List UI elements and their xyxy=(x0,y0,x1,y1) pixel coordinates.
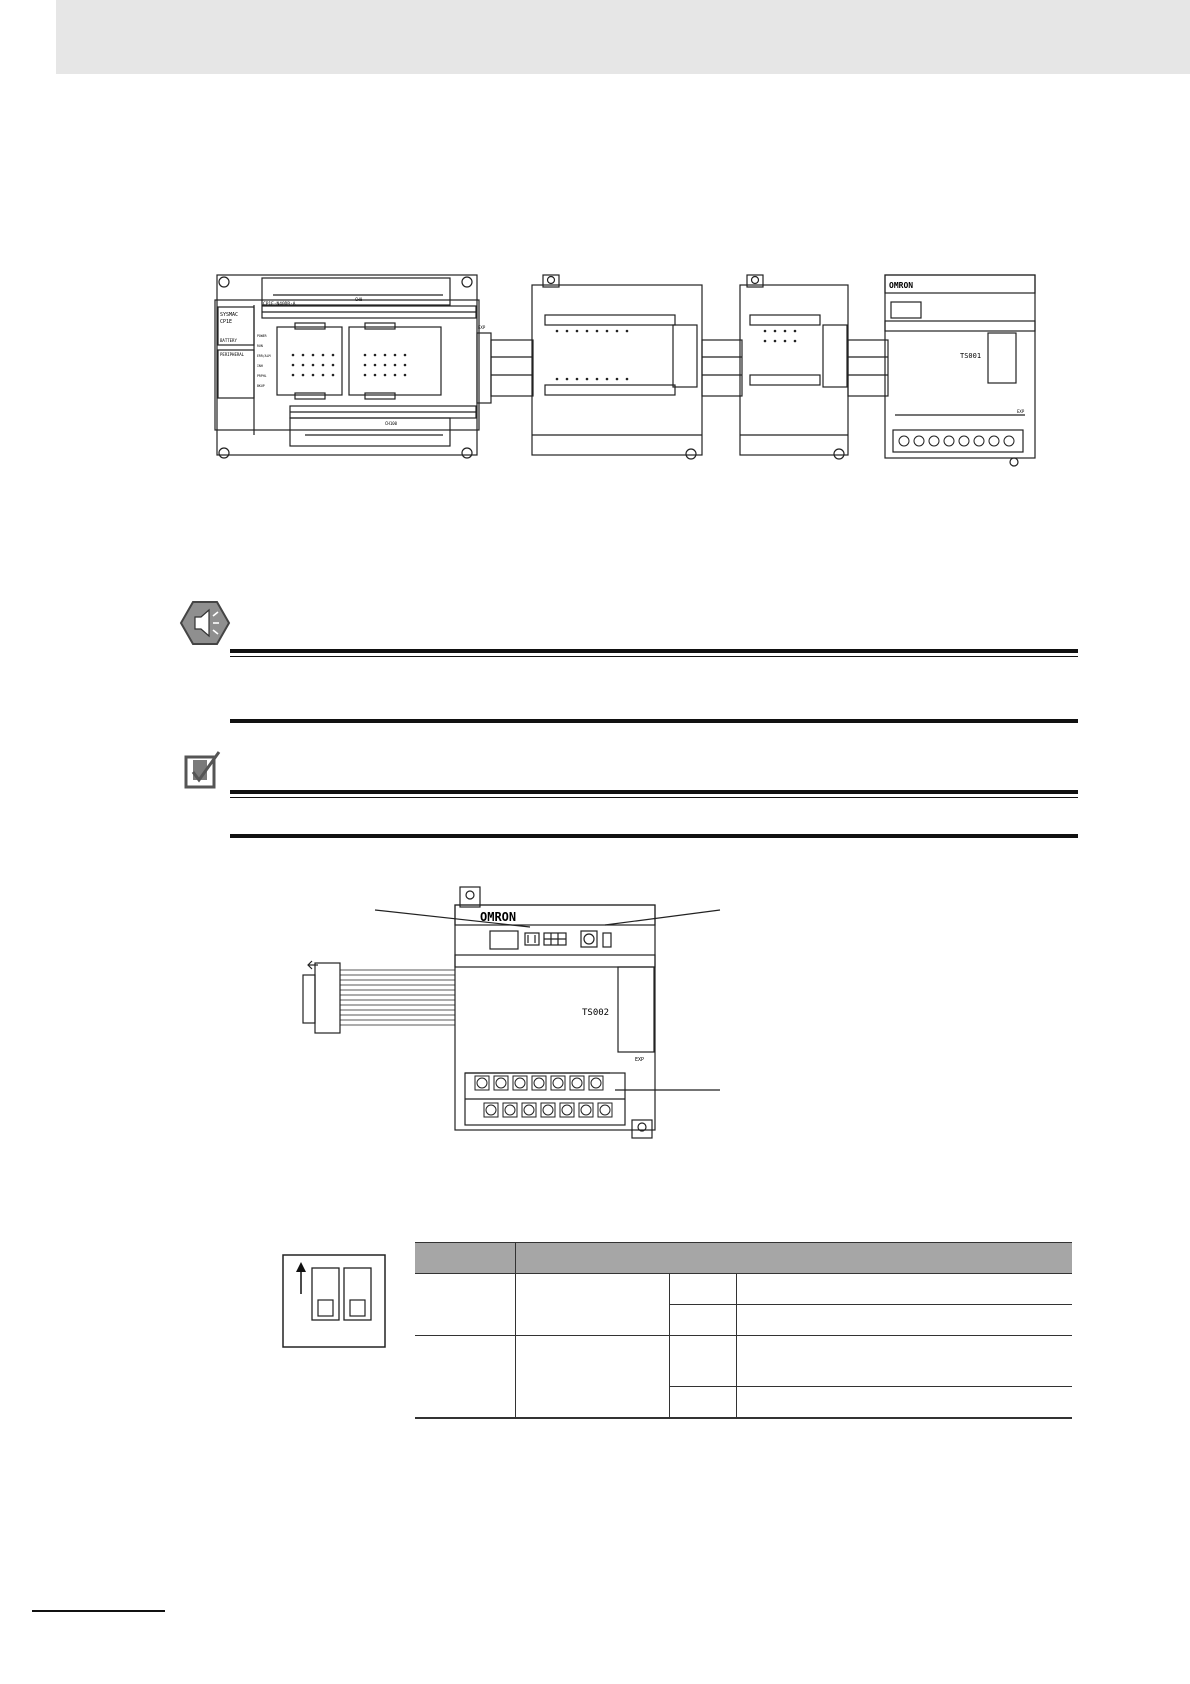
output-bank-label: CH100 xyxy=(385,421,398,426)
table-header-row xyxy=(415,1243,1072,1274)
important-bottom-rule xyxy=(230,719,1078,723)
cpu-with-expansion-units-figure xyxy=(205,265,1025,469)
table-cell xyxy=(515,1274,669,1336)
checkmark-note-icon xyxy=(183,750,223,790)
battery-label: BATTERY xyxy=(220,338,237,343)
ts002-brand: OMRON xyxy=(480,910,517,924)
precautions-bottom-rule xyxy=(230,834,1078,838)
table-row xyxy=(415,1274,1072,1305)
table-cell xyxy=(736,1387,1072,1419)
cpu-model-label: CP1E-N40DR-A xyxy=(263,302,296,307)
table-cell xyxy=(515,1336,669,1419)
peripheral-label: PERIPHERAL xyxy=(220,352,245,357)
important-top-hairline xyxy=(230,656,1078,657)
ts002-exp-label: EXP xyxy=(635,1057,645,1063)
terminal-row-upper xyxy=(475,1076,603,1090)
important-top-rule xyxy=(230,649,1078,653)
terminal-row-lower xyxy=(484,1103,612,1117)
ts001-model: TS001 xyxy=(960,352,982,360)
cpu-brand-line-1: SYSMAC xyxy=(220,312,239,318)
ts002-unit-figure xyxy=(300,875,720,1140)
precautions-top-rule xyxy=(230,790,1078,794)
table-cell xyxy=(415,1274,515,1336)
precautions-top-hairline xyxy=(230,797,1078,798)
cpu-exp-label: EXP xyxy=(478,325,486,330)
table-cell xyxy=(669,1336,736,1387)
led-prphl: PRPHL xyxy=(257,374,267,378)
led-run: RUN xyxy=(257,344,263,348)
led-bkup: BKUP xyxy=(257,384,265,388)
table-cell xyxy=(736,1305,1072,1336)
table-cell xyxy=(669,1387,736,1419)
input-dot-grid xyxy=(292,354,335,377)
table-header-cell xyxy=(415,1243,515,1274)
ts002-model: TS002 xyxy=(582,1008,610,1018)
cpu-brand-line-2: CP1E xyxy=(220,319,233,325)
dip-switch-settings-table xyxy=(415,1242,1072,1419)
dip-switch-diagram xyxy=(282,1254,386,1348)
page-header-band xyxy=(56,0,1190,74)
ts001-brand: OMRON xyxy=(889,281,914,290)
table-cell xyxy=(736,1336,1072,1387)
table-cell xyxy=(736,1274,1072,1305)
table-row xyxy=(415,1336,1072,1387)
footer-rule xyxy=(32,1610,165,1612)
led-power: POWER xyxy=(257,334,267,338)
input-bank-label: CH0 xyxy=(355,297,363,302)
ts001-exp-label: EXP xyxy=(1017,409,1025,414)
table-cell xyxy=(415,1336,515,1419)
table-cell xyxy=(669,1305,736,1336)
output-dot-grid xyxy=(364,354,407,377)
table-header-cell xyxy=(515,1243,1072,1274)
speaker-warning-icon xyxy=(180,600,232,646)
table-cell xyxy=(669,1274,736,1305)
led-inh: INH xyxy=(257,364,263,368)
led-err-alm: ERR/ALM xyxy=(257,354,271,358)
